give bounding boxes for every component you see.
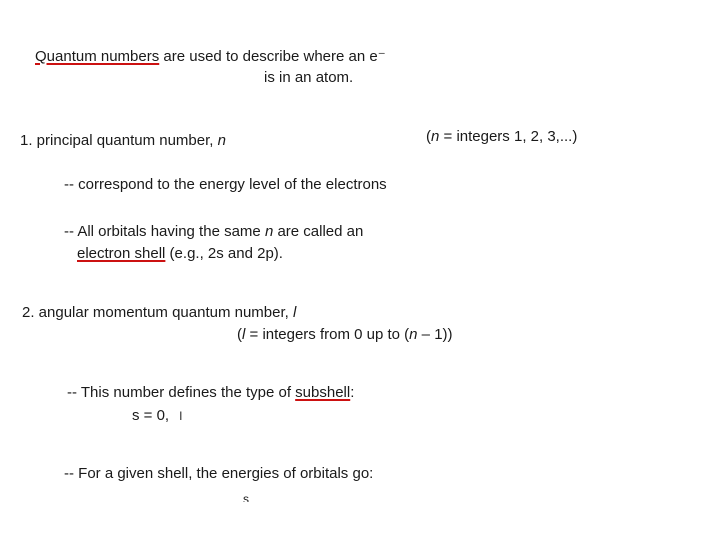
item2-range-end: – 1))	[417, 326, 453, 343]
principal-range	[426, 128, 577, 146]
item2-var: l	[292, 304, 297, 321]
intro-text: are used to describe where an e⁻	[159, 48, 386, 65]
electron-shell-bullet-line-2	[77, 245, 283, 263]
item1-range-var: n	[431, 128, 440, 145]
intro-line-1	[35, 48, 386, 66]
electron-shell-rest: (e.g., 2s and 2p).	[165, 245, 283, 262]
subshell-bullet	[67, 384, 354, 402]
item1-b2a: -- All orbitals having the same	[64, 223, 265, 240]
item1-b2b: are called an	[273, 223, 364, 240]
quantum-numbers-term: Quantum numbers	[35, 48, 160, 65]
item1-range-open: (	[426, 128, 431, 145]
item2-b1a: -- This number defines the type of	[67, 384, 296, 401]
item2-range-var: l	[242, 326, 246, 343]
item1-label: 1. principal quantum number,	[20, 132, 218, 149]
intro-line-2: is in an atom.	[264, 69, 354, 86]
item2-label: 2. angular momentum quantum number,	[22, 304, 293, 321]
orbital-energy-bullet: -- For a given shell, the energies of orbitals go:	[64, 465, 374, 482]
energy-level-bullet: -- correspond to the energy level of the electrons	[64, 176, 387, 193]
item2-range-open: (	[237, 326, 242, 343]
electron-shell-term: electron shell	[77, 245, 166, 262]
subshell-term: subshell	[295, 384, 351, 401]
item1-var: n	[217, 132, 226, 149]
electron-shell-bullet-line-1	[64, 223, 363, 241]
angular-momentum-heading	[22, 304, 296, 322]
item1-range-rest: = integers 1, 2, 3,...)	[439, 128, 578, 145]
s-value: s = 0,	[132, 407, 170, 424]
truncated-glyph-2: s	[243, 492, 249, 502]
principal-quantum-number-heading	[20, 132, 226, 150]
item2-range-mid: = integers from 0 up to (	[245, 326, 410, 343]
truncated-glyph-1: ǀ	[179, 409, 183, 423]
subshell-values	[132, 407, 182, 425]
item2-range-var2: n	[409, 326, 418, 343]
angular-range	[237, 326, 453, 344]
item1-b2-var: n	[264, 223, 274, 240]
item2-b1b: :	[350, 384, 355, 401]
